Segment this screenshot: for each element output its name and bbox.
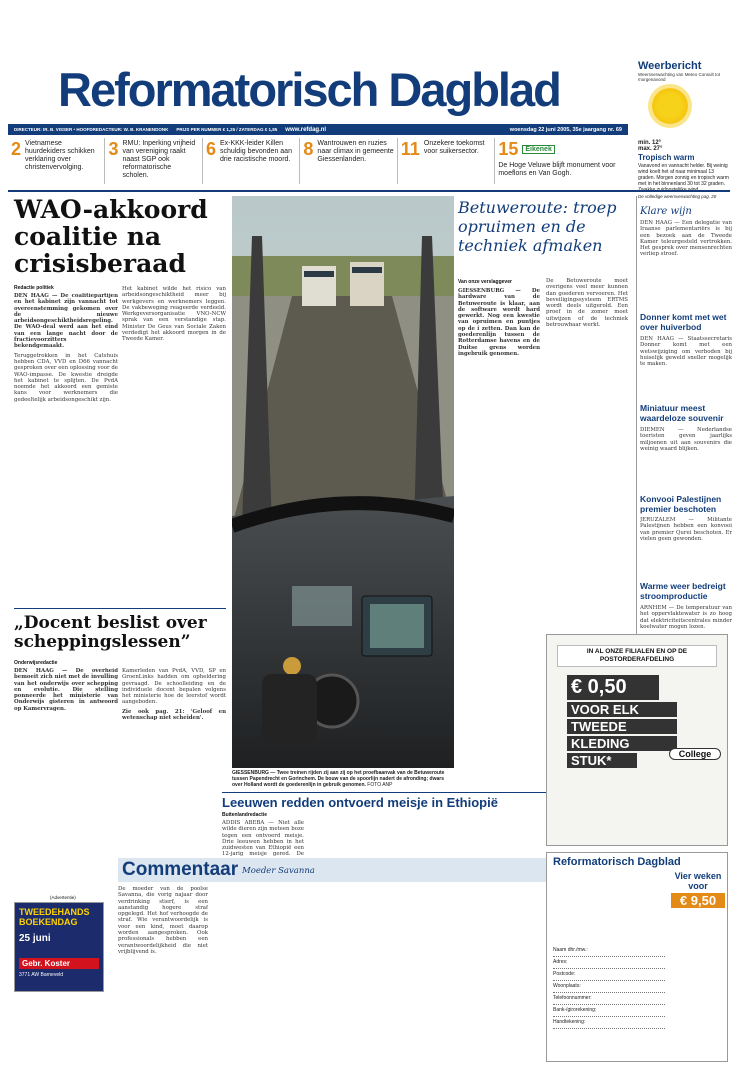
bookfair-date: 25 juni xyxy=(19,933,51,944)
teaser-item[interactable] xyxy=(398,138,495,184)
commentary-text: De moeder van de poolse Savanna, die vorig najaar door verdrinking stierf, is een aanstandig hogere straf opgelegd. Het hof verhoogde de straf. Wie verantwoordelijk is voor een kind, moet daarop worden aangesproken. Ook professionals hebben een verantwoordelijkheid die niet vrijblijvend is. xyxy=(118,886,208,955)
store-line-2: TWEEDE xyxy=(567,719,677,734)
brief-4-text: ARNHEM — De temperatuur van het oppervlaktewater is zo hoog dat elektriciteitscentrales minder koelwater mogen lozen. xyxy=(640,605,732,630)
klare-wijn-heading: Klare wijn xyxy=(640,206,692,217)
lead-intro: DEN HAAG — De coalitiepartijen en het kabinet zijn vannacht tot overeenstemming gekomen over de nieuwe arbeidsongeschiktheidsregeling. De WAO-deal werd aan het eind van een lange nacht door de fractievoorzitters bekendgemaakt. xyxy=(14,293,118,350)
masthead-title: Reformatorisch Dagblad xyxy=(58,63,560,116)
betuwe-intro: GIESSENBURG — De hardware van de Betuweroute is klaar, aan de software wordt hard gewerkt. Nog een kwestie van opruimen en puntjes op de i zetten. Dan kan de goederenlijn tussen de Rotterdamse havens en de Duitse grens worden ingebruik genomen. xyxy=(458,288,540,357)
teaser-text: RMU: Inperking vrijheid van vereniging raakt naast SGP ook reformatorische scholen. xyxy=(122,140,196,179)
photo-caption xyxy=(232,770,452,788)
teaser-page: 6 xyxy=(205,139,216,159)
second-column-2 xyxy=(122,668,226,788)
train-photo-graphic xyxy=(232,196,454,768)
teaser-item[interactable] xyxy=(495,138,628,184)
betuwe-column-1 xyxy=(458,288,540,758)
betuwe-headline: Betuweroute: troep opruimen en de techniek afmaken xyxy=(458,198,617,255)
store-brand: College xyxy=(669,748,721,760)
sub-field-signature[interactable]: Handtekening: xyxy=(553,1017,665,1029)
ethiopia-headline: Leeuwen redden ontvoerd meisje in Ethiopië xyxy=(222,795,498,810)
divider xyxy=(636,196,637,636)
sub-field-address[interactable]: Adres: xyxy=(553,957,665,969)
sub-field-name[interactable]: Naam dhr./mw.: xyxy=(553,945,665,957)
commentary-label: Commentaar xyxy=(122,859,239,880)
teaser-text: Vietnamese huurdekiders schikken verklaring over christenvervolging. xyxy=(25,140,95,171)
second-see-also[interactable]: Zie ook pag. 21: 'Geloof en wetenschap niet scheiden'. xyxy=(122,708,226,722)
teaser-text: De Hoge Veluwe blijft monument voor moeflons en Van Gogh. xyxy=(498,162,616,177)
masthead-info-strip xyxy=(8,124,628,135)
teaser-page: 11 xyxy=(400,139,420,159)
sub-price: € 9,50 xyxy=(671,893,725,908)
store-price: € 0,50 xyxy=(567,675,659,700)
bookfair-ad[interactable] xyxy=(14,902,104,992)
lead-body-1: Teruggetrokken in het Catshuis hebben CDA, VVD en D66 vannacht gesproken over een oplossing voor de WAO-impasse. De kwestie dreigde het kabinet te splijten. De PvdA noemde het akkoord een gemiste kans voor werknemers die gedeeltelijk arbeidsongeschikt zijn. xyxy=(14,352,118,403)
teaser-text: Wantrouwen en ruzies naar climax in gemeente Giessenlanden. xyxy=(317,140,394,163)
ethiopia-text: ADDIS ABEBA — Niet alle wilde dieren zijn meteen boze tegen een ontvoerd meisje. Drie leeuwen hebben in het zuidwesten van Ethiopië een 12-jarig meisje gered. De xyxy=(222,820,304,858)
store-top: IN AL ONZE FILIALEN EN OP DE POSTORDERAFDELING xyxy=(557,645,717,667)
photo-caption-text: GIESSENBURG — Twee treinen rijden zij aan zij op het proefbaanvak van de Betuweroute tussen Papendrecht en Gorinchem. De bouw van de spoorlijn nadert de afronding; dwars over Holland wordt de goederenlijn in gebruik genomen. xyxy=(232,770,445,788)
teaser-page: 2 xyxy=(11,139,22,159)
teaser-badge: Eikenek xyxy=(522,145,554,154)
photo-credit: FOTO ANP xyxy=(367,782,393,788)
sub-offer: Vier weken voor xyxy=(674,871,722,891)
store-line-4: STUK* xyxy=(567,753,637,768)
bookfair-shop: Gebr. Koster xyxy=(19,958,99,969)
weather-more[interactable]: De volledige weersverwachting pag. 20 xyxy=(638,193,717,199)
brief-3-text: JERUZALEM — Militante Palestijnen hebben een konvooi van premier Qurei beschoten. Er vielen geen gewonden. xyxy=(640,517,732,542)
commentary-title: Moeder Savanna xyxy=(242,866,315,876)
teaser-item[interactable] xyxy=(8,138,105,184)
weather-text: Vanavond en vannacht helder. Bij weinig wind koelt het af naar minimaal 13 graden. Morgen zonnig en tropisch warm met in het binnenland 30 tot 32 graden. xyxy=(638,162,729,188)
brief-4-title: Warme weer bedreigt stroomproductie xyxy=(640,581,726,601)
klare-wijn-text: DEN HAAG — Een delegatie van Iraanse parlementariërs is bij een bezoek aan de Tweede Kamer teleurgesteld vertrokken. Het gesprek over mensenrechten verliep stroef. xyxy=(640,220,732,258)
bookfair-title: TWEEDEHANDS BOEKENDAG xyxy=(19,907,90,927)
teaser-page: 15 xyxy=(498,139,519,159)
teaser-text: Onzekere toekomst voor suikersector. xyxy=(423,140,485,155)
strip-url[interactable]: www.refdag.nl xyxy=(285,126,327,133)
divider xyxy=(8,190,730,192)
divider xyxy=(14,608,226,609)
brief-1-title: Donner komt met wet over huiverbod xyxy=(640,312,727,332)
sun-icon xyxy=(652,88,688,124)
second-byline: Onderwijsredactie xyxy=(14,660,58,666)
sub-field-phone[interactable]: Telefoonnummer: xyxy=(553,993,665,1005)
brief-2-title: Miniatuur meest waardeloze souvenir xyxy=(640,403,724,423)
teaser-page: 8 xyxy=(303,139,314,159)
weather-title: Weerbericht xyxy=(638,60,702,72)
second-column-1 xyxy=(14,668,118,788)
teaser-page: 3 xyxy=(108,139,119,159)
temp-max: max. 27° xyxy=(638,146,663,153)
strip-price: PRIJS PER NUMMER € 1,25 / ZATERDAG € 1,85 xyxy=(176,127,278,132)
brief-3-title: Konvooi Palestijnen premier beschoten xyxy=(640,494,722,514)
brief-2-text: DIEMEN — Nederlandse toeristen geven jaarlijks miljoenen uit aan souvenirs die weinig waard blijken. xyxy=(640,427,732,452)
teaser-item[interactable] xyxy=(105,138,202,184)
teaser-text: Ex-KKK-leider Killen schuldig bevonden aan drie racistische moord. xyxy=(219,140,292,163)
second-intro: DEN HAAG — De overheid bemoeit zich niet met de invulling van het onderwijs over schepping en evolutie. Die stelling ponneerde het ministerie van Onderwijs gisteren in antwoord op Kamervragen. xyxy=(14,668,118,712)
lead-column-2: Het kabinet wilde het risico van arbeidsongeschiktheid meer bij werkgevers en werknemers leggen. De vakbeweging reageerde verdeeld. Werkgeversorganisatie VNO-NCW sprak van een verstandige stap. Minister De Geus van Sociale Zaken verdedigt het akkoord morgen in de Tweede Kamer. xyxy=(122,286,226,343)
college-ad[interactable] xyxy=(546,634,728,846)
sub-field-city[interactable]: Woonplaats: xyxy=(553,981,665,993)
teaser-item[interactable] xyxy=(300,138,397,184)
store-line-1: VOOR ELK xyxy=(567,702,677,717)
lead-headline: WAO-akkoord coalitie na crisisberaad xyxy=(14,195,208,278)
second-body: Kamerleden van PvdA, VVD, SP en GroenLinks hadden om opheldering gevraagd. De schoolleiding en de individuele docent bepalen volgens het ministerie hoe de leerstof wordt aangeboden. xyxy=(122,668,226,706)
ethiopia-byline: Buitenlandredactie xyxy=(222,812,268,818)
weather-subtitle: Weersverwachting van Meteo Consult tot morgenavond xyxy=(638,72,720,82)
teaser-item[interactable] xyxy=(203,138,300,184)
weather-heading: Tropisch warm xyxy=(638,153,695,163)
lead-column-1 xyxy=(14,293,118,561)
sub-title: Reformatorisch Dagblad xyxy=(553,856,681,868)
second-headline: „Docent beslist over scheppingslessen” xyxy=(14,613,207,652)
ad-label: (Advertentie) xyxy=(50,895,76,900)
sub-field-postcode[interactable]: Postcode: xyxy=(553,969,665,981)
bookfair-address: 3771 AW Barneveld xyxy=(19,972,64,978)
strip-editors: DIRECTEUR: IR. B. VISSER • HOOFDREDACTEUR: W. B. KRANENDONK xyxy=(14,127,169,132)
train-photo xyxy=(232,196,454,768)
subscription-ad[interactable] xyxy=(546,852,728,1062)
betuwe-byline: Van onze verslaggever xyxy=(458,279,512,285)
sub-field-bank[interactable]: Bank-/girorekening: xyxy=(553,1005,665,1017)
sub-form xyxy=(553,945,665,1029)
temp-min: min. 12° xyxy=(638,140,662,146)
strip-date: woensdag 22 juni 2005, 35e jaargang nr. 69 xyxy=(509,126,622,133)
lead-byline: Redactie politiek xyxy=(14,285,54,291)
brief-1-text: DEN HAAG — Staatssecretaris Donner komt met een wetswijziging om verboden bij huiselijk geweld sneller mogelijk te maken. xyxy=(640,336,732,368)
betuwe-column-2: De Betuweroute moet overigens veel meer kunnen dan goederen vervoeren. Het beveiligingssysteem ERTMS wordt deels uitgerold. Een proef in de zomer moet uitwijzen of de techniek betrouwbaar werkt. xyxy=(546,278,628,329)
store-line-3: KLEDING xyxy=(567,736,677,751)
teaser-bar xyxy=(8,138,628,184)
